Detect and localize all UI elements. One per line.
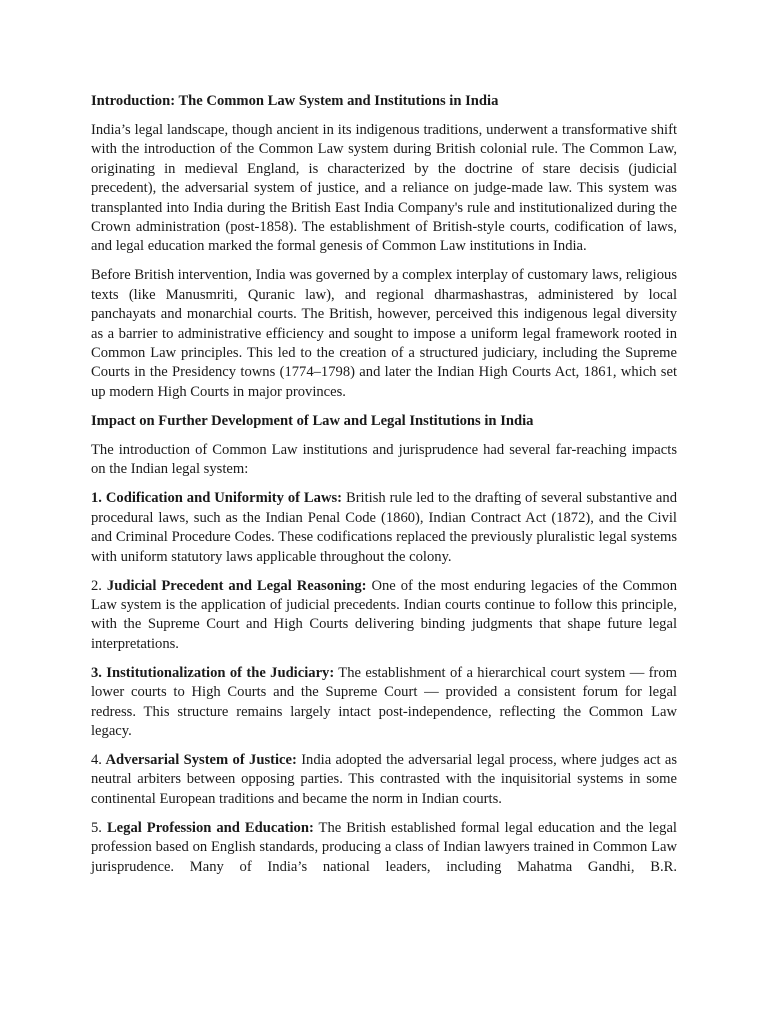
item-title: Legal Profession and Education: [101,819,314,836]
item-text: One of the most enduring legacies of the Common Law system is the application of judicial precedents. Indian courts continue to follow this principle, with the Supreme Court and High Courts delivering binding judgments that shape future legal interpretations. [91,577,677,652]
item-title: Institutionalization of the Judiciary: [101,664,335,681]
document-page [91,92,677,887]
item-number: 3. [91,664,102,681]
impact-item-4 [91,751,677,809]
section-heading-introduction: Introduction: The Common Law System and Institutions in India [91,93,499,109]
item-number: 5. [91,819,102,836]
item-title: Codification and Uniformity of Laws: [101,490,343,507]
item-number: 2. [91,577,102,594]
item-title: Adversarial System of Justice: [101,751,297,768]
impact-item-1 [91,489,677,567]
section-heading-impact: Impact on Further Development of Law and Legal Institutions in India [91,412,534,429]
item-text: The British established formal legal education and the legal profession based on English standards, producing a class of Indian lawyers trained in Common Law jurisprudence. Many of India’s national leaders, including Mahatma Gandhi, B.R. [91,819,677,875]
item-number: 1. [91,490,102,507]
impact-intro-paragraph: The introduction of Common Law institutions and jurisprudence had several far-reaching impacts on the Indian legal system: [91,441,677,478]
intro-paragraph-2: Before British intervention, India was governed by a complex interplay of customary laws, religious texts (like Manusmriti, Quranic law), and regional dharmashastras, administered by local panchayats and monarchial courts. The British, however, perceived this indigenous legal diversity as a barrier to administrative efficiency and sought to impose a uniform legal framework rooted in Common Law principles. This led to the creation of a structured judiciary, including the Supreme Courts in the Presidency towns (1774–1798) and later the Indian High Courts Act, 1861, which set up modern High Courts in major provinces. [91,267,677,400]
item-text: The establishment of a hierarchical court system — from lower courts to High Courts and the Supreme Court — provided a consistent forum for legal redress. This structure remains largely intact post-independence, reflecting the Common Law legacy. [91,664,678,739]
item-text: British rule led to the drafting of several substantive and procedural laws, such as the Indian Penal Code (1860), Indian Contract Act (1872), and the Civil and Criminal Procedure Codes. These codifications replaced the previously pluralistic legal systems with uniform statutory laws applicable throughout the colony. [91,490,677,565]
item-text: India adopted the adversarial legal process, where judges act as neutral arbiters between opposing parties. This contrasted with the inquisitorial systems in some continental European traditions and became the norm in Indian courts. [91,751,678,807]
impact-item-5 [91,819,677,877]
impact-item-3 [91,664,677,742]
intro-paragraph-1: India’s legal landscape, though ancient in its indigenous traditions, underwent a transformative shift with the introduction of the Common Law system during British colonial rule. The Common Law, originating in medieval England, is characterized by the doctrine of stare decisis (judicial precedent), the adversarial system of justice, and a reliance on judge-made law. This system was transplanted into India during the British East India Company's rule and institutionalized during the Crown administration (post-1858). The establishment of British-style courts, codification of laws, and legal education marked the formal genesis of Common Law institutions in India. [91,122,677,255]
impact-item-2 [91,577,677,655]
item-number: 4. [91,751,102,768]
item-title: Judicial Precedent and Legal Reasoning: [101,577,367,594]
